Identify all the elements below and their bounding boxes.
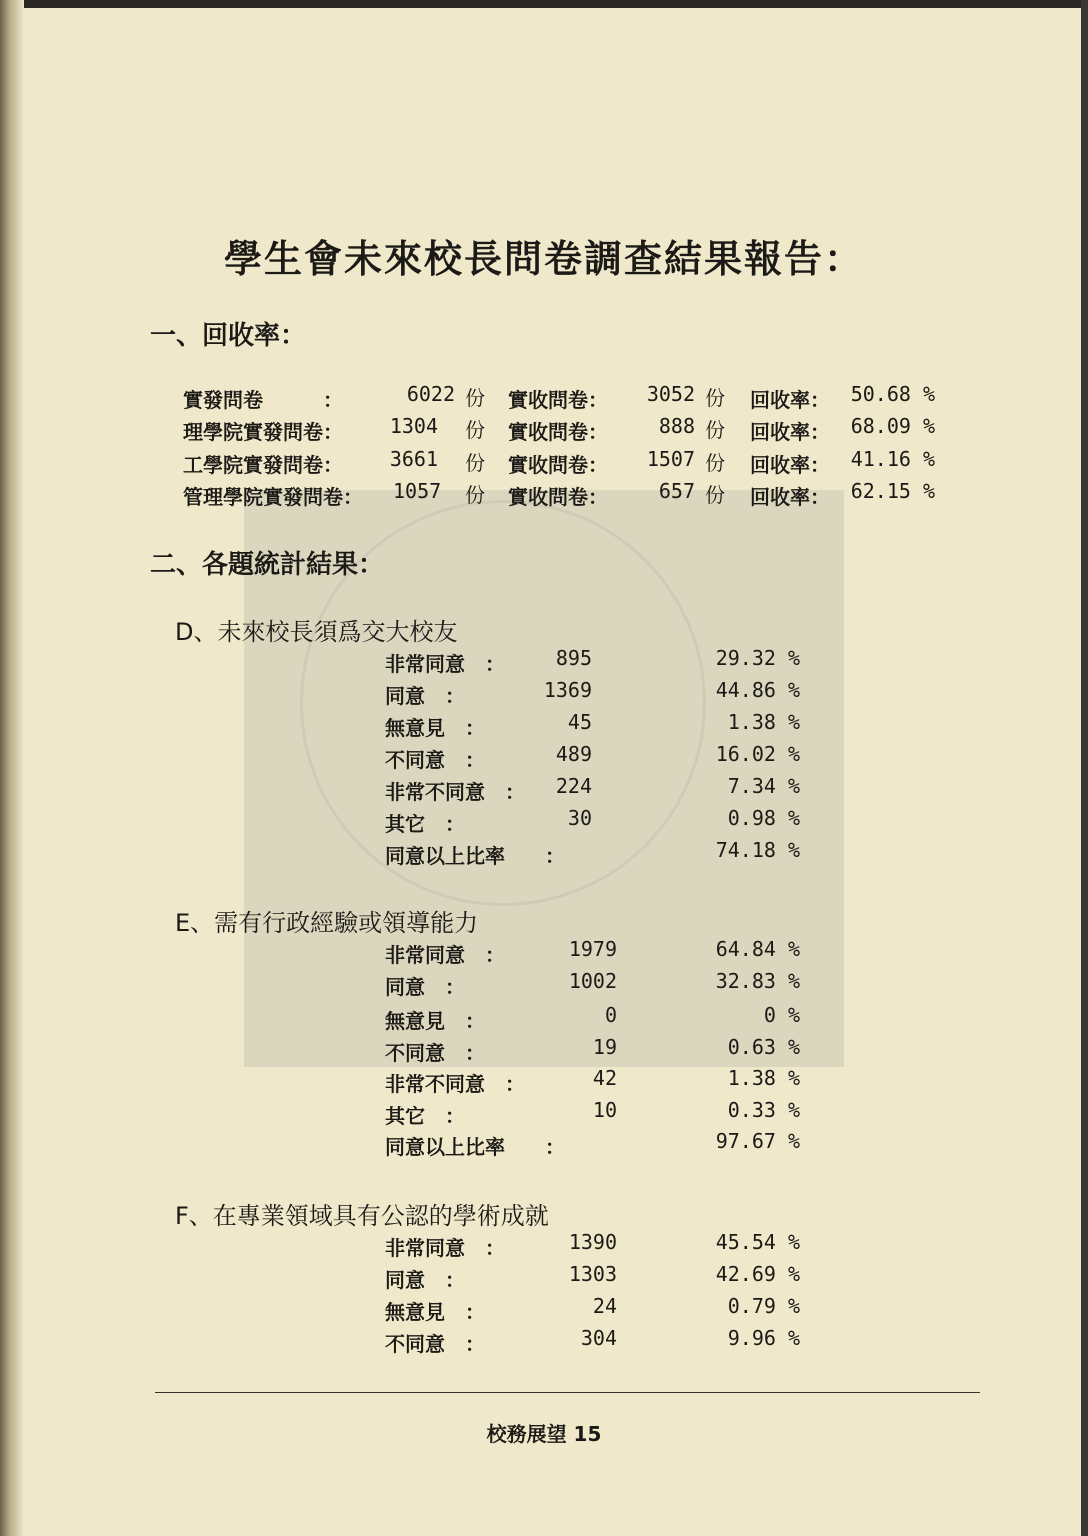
answer-count: 895 [555, 646, 592, 670]
answer-percent: 0.33 % [727, 1098, 800, 1122]
section-heading-statistics: 二、各題統計結果： [150, 550, 385, 580]
sent-count: 1304 [389, 414, 438, 438]
answer-count: 42 [592, 1066, 617, 1090]
answer-percent: 74.18 % [715, 838, 800, 862]
answer-label: 無意見 ： [385, 1300, 485, 1324]
received-label: 實收問卷： [508, 453, 608, 477]
answer-count: 1979 [568, 937, 617, 961]
page-edge-top [0, 0, 1088, 8]
received-count: 3052 [646, 382, 695, 406]
received-label: 實收問卷： [508, 485, 608, 509]
answer-percent: 0.63 % [727, 1035, 800, 1059]
question-heading: D、未來校長須爲交大校友 [175, 618, 458, 646]
answer-percent: 1.38 % [727, 1066, 800, 1090]
rate-value: 68.09 % [850, 414, 935, 438]
sent-count: 1057 [393, 479, 442, 503]
answer-count: 489 [555, 742, 592, 766]
answer-percent: 45.54 % [715, 1230, 800, 1254]
answer-percent: 0.79 % [727, 1294, 800, 1318]
answer-percent: 0.98 % [727, 806, 800, 830]
unit: 份 [465, 483, 485, 507]
footer-divider [155, 1392, 980, 1393]
row-label: 實發問卷 ： [183, 388, 343, 412]
answer-label: 不同意 ： [385, 1041, 485, 1065]
answer-label: 同意 ： [385, 684, 465, 708]
answer-label: 不同意 ： [385, 748, 485, 772]
answer-percent: 1.38 % [727, 710, 800, 734]
row-label: 工學院實發問卷： [183, 453, 343, 477]
answer-count: 1002 [568, 969, 617, 993]
question-heading: F、在專業領域具有公認的學術成就 [175, 1202, 549, 1230]
answer-label: 非常同意 ： [385, 1236, 505, 1260]
unit: 份 [705, 386, 725, 410]
rate-label: 回收率： [750, 485, 830, 509]
answer-count: 304 [580, 1326, 617, 1350]
unit: 份 [465, 386, 485, 410]
rate-label: 回收率： [750, 420, 830, 444]
answer-label: 同意以上比率 ： [385, 1135, 565, 1159]
answer-count: 45 [567, 710, 592, 734]
received-label: 實收問卷： [508, 420, 608, 444]
answer-label: 同意 ： [385, 975, 465, 999]
rate-label: 回收率： [750, 453, 830, 477]
received-count: 1507 [646, 447, 695, 471]
answer-label: 其它 ： [385, 1104, 465, 1128]
rate-label: 回收率： [750, 388, 830, 412]
received-count: 888 [658, 414, 695, 438]
page-footer: 校務展望 15 [486, 1422, 602, 1446]
page-title: 學生會未來校長問卷調查結果報告： [223, 237, 864, 281]
row-label: 理學院實發問卷： [183, 420, 343, 444]
answer-percent: 97.67 % [715, 1129, 800, 1153]
answer-label: 不同意 ： [385, 1332, 485, 1356]
answer-percent: 29.32 % [715, 646, 800, 670]
answer-label: 無意見 ： [385, 716, 485, 740]
rate-value: 62.15 % [850, 479, 935, 503]
answer-count: 24 [592, 1294, 617, 1318]
answer-label: 非常不同意 ： [385, 1072, 525, 1096]
answer-percent: 64.84 % [715, 937, 800, 961]
sent-count: 3661 [389, 447, 438, 471]
answer-percent: 0 % [763, 1003, 800, 1027]
question-heading: E、需有行政經驗或領導能力 [175, 909, 479, 937]
answer-label: 其它 ： [385, 812, 465, 836]
answer-count: 30 [567, 806, 592, 830]
answer-percent: 7.34 % [727, 774, 800, 798]
unit: 份 [705, 418, 725, 442]
rate-value: 41.16 % [850, 447, 935, 471]
answer-count: 1303 [568, 1262, 617, 1286]
answer-label: 無意見 ： [385, 1009, 485, 1033]
answer-label: 同意以上比率 ： [385, 844, 565, 868]
received-count: 657 [658, 479, 695, 503]
unit: 份 [705, 483, 725, 507]
answer-label: 非常同意 ： [385, 943, 505, 967]
answer-label: 同意 ： [385, 1268, 465, 1292]
answer-percent: 9.96 % [727, 1326, 800, 1350]
answer-count: 1369 [543, 678, 592, 702]
row-label: 管理學院實發問卷： [183, 485, 363, 509]
answer-count: 1390 [568, 1230, 617, 1254]
answer-count: 10 [592, 1098, 617, 1122]
sent-count: 6022 [406, 382, 455, 406]
answer-percent: 32.83 % [715, 969, 800, 993]
answer-count: 0 [604, 1003, 617, 1027]
unit: 份 [465, 418, 485, 442]
answer-percent: 16.02 % [715, 742, 800, 766]
answer-percent: 44.86 % [715, 678, 800, 702]
unit: 份 [465, 451, 485, 475]
answer-label: 非常同意 ： [385, 652, 505, 676]
unit: 份 [705, 451, 725, 475]
answer-count: 19 [592, 1035, 617, 1059]
answer-percent: 42.69 % [715, 1262, 800, 1286]
section-heading-response-rate: 一、回收率： [150, 321, 307, 351]
received-label: 實收問卷： [508, 388, 608, 412]
rate-value: 50.68 % [850, 382, 935, 406]
answer-count: 224 [555, 774, 592, 798]
answer-label: 非常不同意 ： [385, 780, 525, 804]
